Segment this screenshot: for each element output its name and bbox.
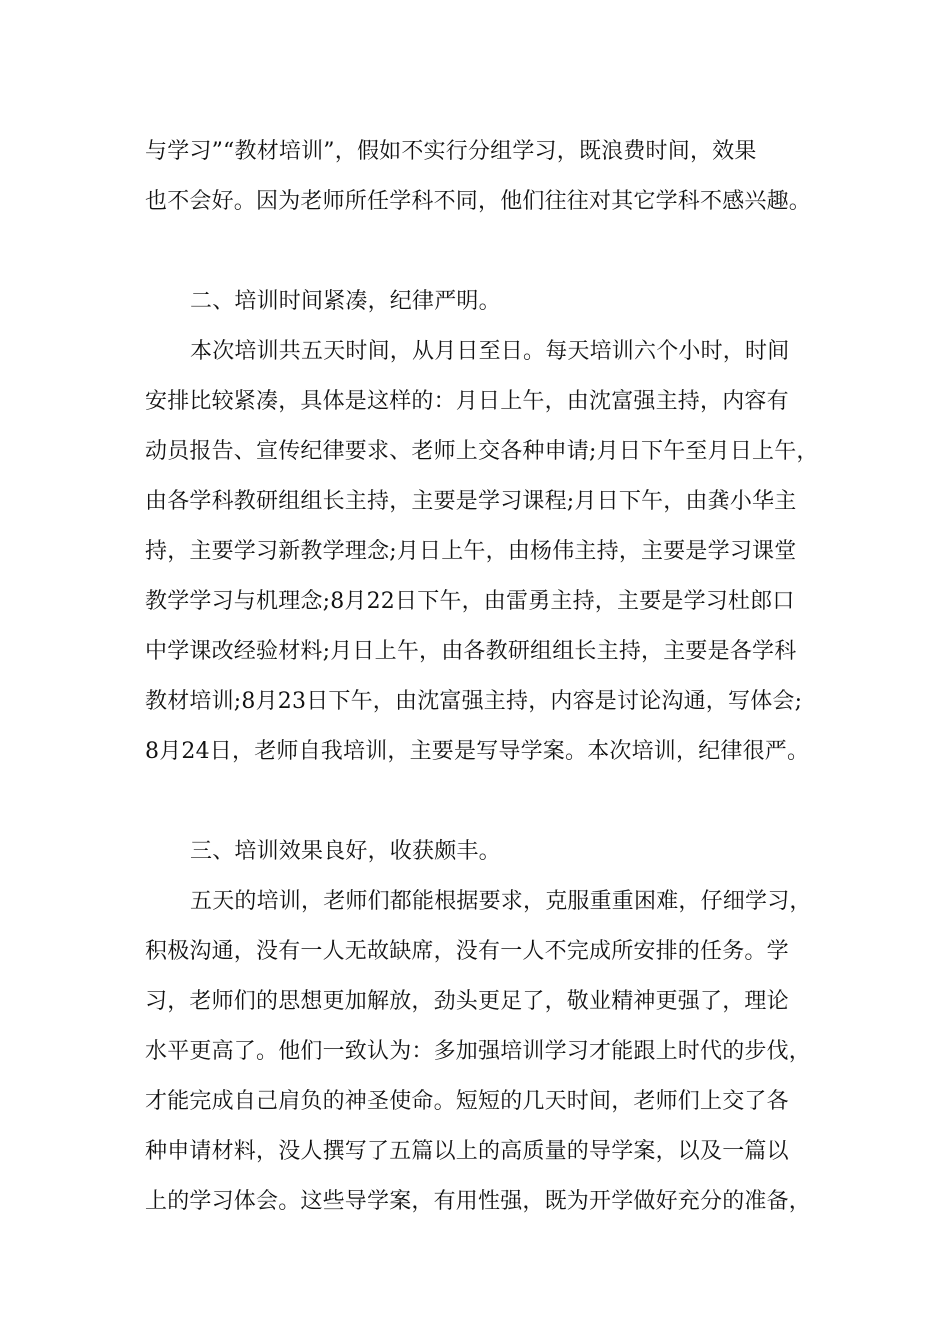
text-line: 习，老师们的思想更加解放，劲头更足了，敬业精神更强了，理论	[145, 989, 789, 1014]
text-line: 五天的培训，老师们都能根据要求，克服重重困难，仔细学习，	[190, 889, 812, 914]
text-line: 本次培训共五天时间，从月日至日。每天培训六个小时，时间	[190, 339, 790, 364]
text-line: 教学学习与机理念;8月22日下午，由雷勇主持，主要是学习杜郎口	[145, 589, 795, 614]
text-line: 由各学科教研组组长主持，主要是学习课程;月日下午，由龚小华主	[145, 489, 797, 514]
section-heading: 二、培训时间紧凑，纪律严明。	[190, 289, 501, 314]
text-line: 水平更高了。他们一致认为：多加强培训学习才能跟上时代的步伐，	[145, 1039, 812, 1064]
text-line: 积极沟通，没有一人无故缺席，没有一人不完成所安排的任务。学	[145, 939, 789, 964]
text-line: 动员报告、宣传纪律要求、老师上交各种申请;月日下午至月日上午，	[145, 439, 819, 464]
text-line: 与学习”“教材培训”，假如不实行分组学习，既浪费时间，效果	[145, 139, 757, 164]
text-line: 才能完成自己肩负的神圣使命。短短的几天时间，老师们上交了各	[145, 1089, 789, 1114]
text-line: 中学课改经验材料;月日上午，由各教研组组长主持，主要是各学科	[145, 639, 797, 664]
text-line: 安排比较紧凑，具体是这样的：月日上午，由沈富强主持，内容有	[145, 389, 789, 414]
section-heading: 三、培训效果良好，收获颇丰。	[190, 839, 501, 864]
text-line: 种申请材料，没人撰写了五篇以上的高质量的导学案，以及一篇以	[145, 1139, 789, 1164]
text-line: 持，主要学习新教学理念;月日上午，由杨伟主持，主要是学习课堂	[145, 539, 797, 564]
text-line: 8月24日，老师自我培训，主要是写导学案。本次培训，纪律很严。	[145, 739, 810, 764]
text-line: 教材培训;8月23日下午，由沈富强主持，内容是讨论沟通，写体会;	[145, 689, 803, 714]
text-line: 也不会好。因为老师所任学科不同，他们往往对其它学科不感兴趣。	[145, 189, 812, 214]
text-line: 上的学习体会。这些导学案，有用性强，既为开学做好充分的准备，	[145, 1189, 812, 1214]
